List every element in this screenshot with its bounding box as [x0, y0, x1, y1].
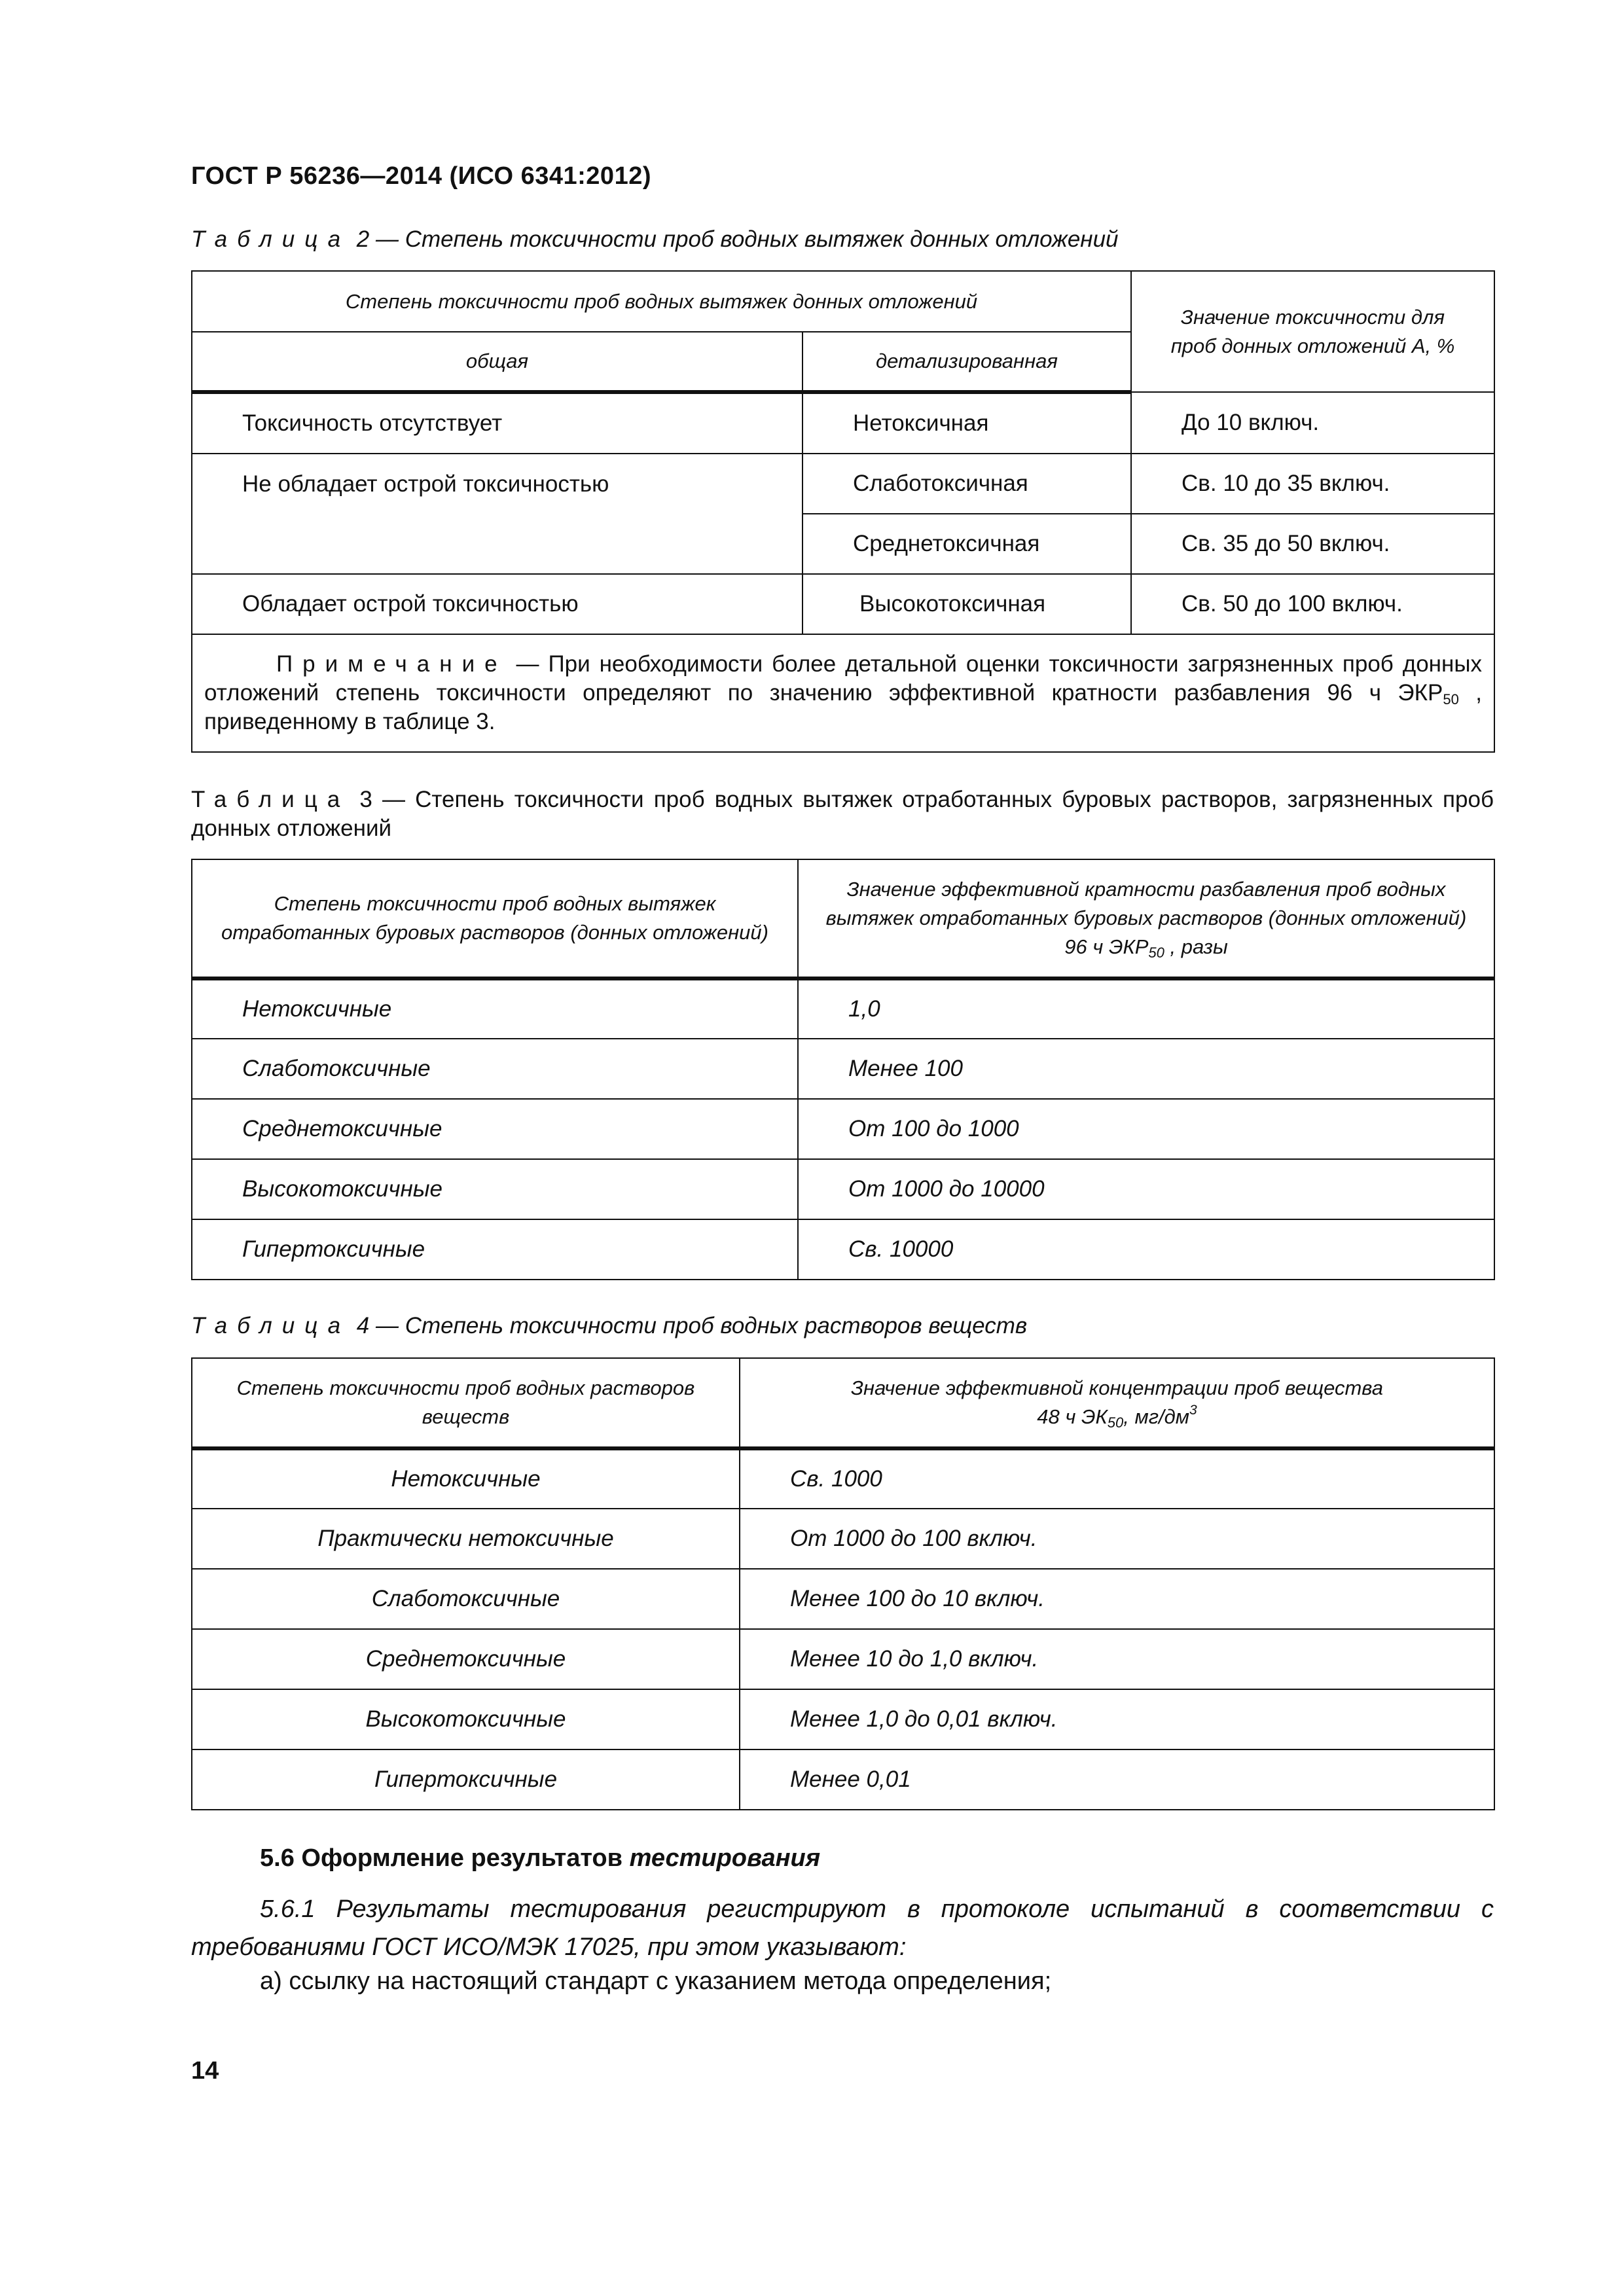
table2-head-value: Значение токсичности для проб донных отложений А, %	[1131, 271, 1494, 392]
table3-caption	[191, 785, 1494, 843]
table3-cell-degree: Слаботоксичные	[192, 1039, 798, 1099]
table2-cell-general: Токсичность отсутствует	[192, 392, 803, 454]
table-row	[192, 1569, 1494, 1629]
table3-head-left: Степень токсичности проб водных вытяжек отработанных буровых растворов (донных отложений)	[192, 859, 798, 978]
table4-head-right: Значение эффективной концентрации проб вещества 48 ч $ЭК_{50}$, $мг/дм^3$	[740, 1358, 1494, 1448]
table4-cell-degree: Слаботоксичные	[192, 1569, 740, 1629]
table4-caption-text: 4 — Степень токсичности проб водных растворов веществ	[350, 1313, 1028, 1338]
section-heading: 5.6 Оформление результатов тестирования	[260, 1844, 821, 1872]
table2-cell-value: Св. 10 до 35 включ.	[1131, 454, 1494, 514]
table4-cell-degree: Гипертоксичные	[192, 1749, 740, 1810]
table-row	[192, 1448, 1494, 1509]
table3-cell-value: Менее 100	[798, 1039, 1494, 1099]
table4-cell-value: Менее 0,01	[740, 1749, 1494, 1810]
table2-head-group: Степень токсичности проб водных вытяжек донных отложений	[192, 271, 1131, 332]
table-row	[192, 1099, 1494, 1159]
table2-cell-detailed: Нетоксичная	[803, 392, 1131, 454]
table-row	[192, 1039, 1494, 1099]
table4-cell-value: Св. 1000	[740, 1448, 1494, 1509]
table-row	[192, 978, 1494, 1039]
table-row	[192, 1629, 1494, 1689]
table2-head-general: общая	[192, 332, 803, 392]
table3-caption-text: 3 — Степень токсичности проб водных вытяжек отработанных буровых растворов, загрязненных проб донных отложений	[191, 787, 1494, 841]
table2	[191, 270, 1495, 753]
table3-cell-value: От 1000 до 10000	[798, 1159, 1494, 1219]
table2-cell-value: Св. 35 до 50 включ.	[1131, 514, 1494, 574]
table3-cell-degree: Гипертоксичные	[192, 1219, 798, 1280]
table-row	[192, 454, 1494, 514]
table2-caption	[191, 225, 1494, 254]
table2-cell-detailed: Слаботоксичная	[803, 454, 1131, 514]
table4-caption	[191, 1312, 1494, 1340]
note-text: — При необходимости более детальной оценки токсичности загрязненных проб донных отложений степень токсичности определяют по значению эффективной кратности разбавления 96 ч ЭКР	[204, 651, 1482, 706]
table2-cell-value: До 10 включ.	[1131, 392, 1494, 454]
table-row	[192, 392, 1494, 454]
table-row	[192, 1219, 1494, 1280]
table2-cell-detailed: Высокотоксичная	[803, 574, 1131, 634]
table4-caption-word: Таблица	[191, 1313, 351, 1338]
table-row	[192, 574, 1494, 634]
table2-caption-word: Таблица	[191, 226, 351, 252]
table3-caption-word: Таблица	[191, 787, 350, 812]
table4	[191, 1357, 1495, 1810]
table4-cell-degree: Практически нетоксичные	[192, 1509, 740, 1569]
table3-cell-degree: Среднетоксичные	[192, 1099, 798, 1159]
table4-cell-value: Менее 1,0 до 0,01 включ.	[740, 1689, 1494, 1749]
paragraph-item-a: а) ссылку на настоящий стандарт с указанием метода определения;	[260, 1967, 1052, 1995]
table2-cell-value: Св. 50 до 100 включ.	[1131, 574, 1494, 634]
table3	[191, 859, 1495, 1280]
table4-cell-degree: Среднетоксичные	[192, 1629, 740, 1689]
table2-note: Примечание — При необходимости более детальной оценки токсичности загрязненных проб донных отложений степень токсичности определяют по значению эффективной кратности разбавления 96 ч $ЭКР_{50}$ , приведенному в таблице 3.	[192, 634, 1494, 752]
table-row	[192, 1749, 1494, 1810]
table2-cell-general: Не обладает острой токсичностью	[192, 454, 803, 574]
table-row	[192, 1509, 1494, 1569]
table4-cell-value: Менее 100 до 10 включ.	[740, 1569, 1494, 1629]
table3-cell-degree: Нетоксичные	[192, 978, 798, 1039]
table4-cell-degree: Нетоксичные	[192, 1448, 740, 1509]
table2-note-row	[192, 634, 1494, 752]
table3-head-right: Значение эффективной кратности разбавления проб водных вытяжек отработанных буровых растворов (донных отложений) 96 ч $ЭКР_{50}$ , разы	[798, 859, 1494, 978]
note-word: Примечание	[276, 651, 507, 677]
table-row	[192, 1159, 1494, 1219]
table4-cell-degree: Высокотоксичные	[192, 1689, 740, 1749]
table2-head-detailed: детализированная	[803, 332, 1131, 392]
table2-caption-text: 2 — Степень токсичности проб водных вытяжек донных отложений	[350, 226, 1119, 252]
page-number: 14	[191, 2057, 219, 2085]
table2-cell-detailed: Среднетоксичная	[803, 514, 1131, 574]
table4-cell-value: От 1000 до 100 включ.	[740, 1509, 1494, 1569]
table4-head-left: Степень токсичности проб водных растворов веществ	[192, 1358, 740, 1448]
table-row	[192, 1689, 1494, 1749]
table3-cell-value: От 100 до 1000	[798, 1099, 1494, 1159]
table2-cell-general: Обладает острой токсичностью	[192, 574, 803, 634]
table4-cell-value: Менее 10 до 1,0 включ.	[740, 1629, 1494, 1689]
table3-cell-value: 1,0	[798, 978, 1494, 1039]
table3-cell-value: Св. 10000	[798, 1219, 1494, 1280]
table3-cell-degree: Высокотоксичные	[192, 1159, 798, 1219]
paragraph-5-6-1: 5.6.1 Результаты тестирования регистрируют в протоколе испытаний в соответствии с требованиями ГОСТ ИСО/МЭК 17025, при этом указывают:	[191, 1895, 1494, 1961]
document-header: ГОСТ Р 56236—2014 (ИСО 6341:2012)	[191, 162, 651, 190]
